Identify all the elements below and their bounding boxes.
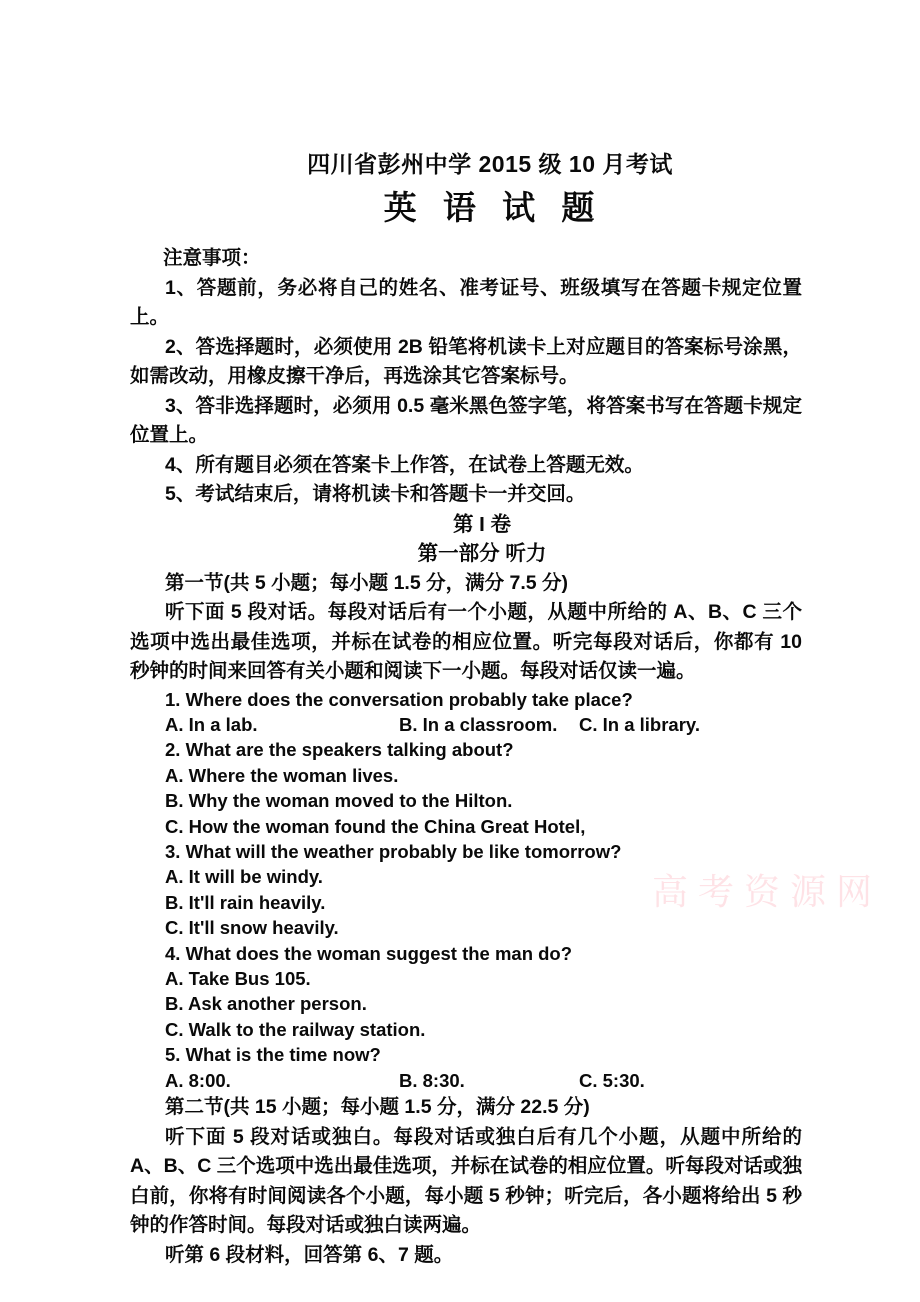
part-heading: 第一部分 听力 [417, 542, 547, 565]
section2-material-note: 听第 6 段材料，回答第 6、7 题。 [165, 1243, 454, 1266]
volume-heading: 第 I 卷 [452, 512, 512, 536]
question-1-text: 1. Where does the conversation probably take place? [165, 688, 633, 710]
exam-content [130, 148, 802, 1270]
question-3-option-a: A. It will be windy. [165, 866, 323, 888]
subject-title: 英 语 试 题 [383, 191, 597, 227]
question-2-option-a: A. Where the woman lives. [165, 764, 399, 786]
question-3-option-b: B. It'll rain heavily. [165, 891, 326, 913]
question-5-options-row [130, 1068, 802, 1093]
question-5-option-b: B. 8:30. [399, 1069, 465, 1091]
section2-heading: 第二节(共 15 小题；每小题 1.5 分，满分 22.5 分) [165, 1096, 590, 1118]
notice-header: 注意事项： [163, 247, 261, 269]
notice-item-1: 1、答题前，务必将自己的姓名、准考证号、班级填写在答题卡规定位置上。 [130, 276, 802, 328]
question-5-text: 5. What is the time now? [165, 1044, 381, 1066]
question-4-option-c: C. Walk to the railway station. [165, 1018, 426, 1040]
notice-item-3: 3、答非选择题时，必须用 0.5 毫米黑色签字笔，将答案书写在答题卡规定位置上。 [130, 394, 802, 446]
question-1-options-row [130, 712, 802, 737]
question-1-option-a: A. In a lab. [165, 713, 258, 735]
section2-instructions: 听下面 5 段对话或独白。每段对话或独白后有几个小题，从题中所给的 A、B、C 三个选项中选出最佳选项，并标在试卷的相应位置。听每段对话或独白前，你将有时间阅读各个小题，每小题 5 秒钟；听完后，各小题将给出 5 秒钟的作答时间。每段对话或独白读两遍。 [130, 1125, 802, 1236]
question-2 [130, 737, 802, 839]
question-4-option-a: A. Take Bus 105. [165, 967, 311, 989]
question-1 [130, 687, 802, 738]
question-5-option-c: C. 5:30. [579, 1069, 645, 1091]
section1-heading: 第一节(共 5 小题；每小题 1.5 分，满分 7.5 分) [165, 571, 569, 594]
question-5 [130, 1042, 802, 1093]
question-1-option-b: B. In a classroom. [399, 713, 558, 735]
notice-item-2: 2、答选择题时，必须使用 2B 铅笔将机读卡上对应题目的答案标号涂黑，如需改动，用橡皮擦干净后，再选涂其它答案标号。 [130, 335, 802, 387]
question-2-option-c: C. How the woman found the China Great Hotel, [165, 815, 586, 837]
notice-item-4: 4、所有题目必须在答案卡上作答，在试卷上答题无效。 [165, 453, 644, 476]
question-4-option-b: B. Ask another person. [165, 993, 367, 1015]
question-2-option-b: B. Why the woman moved to the Hilton. [165, 790, 513, 812]
question-3 [130, 839, 802, 941]
school-exam-title: 四川省彭州中学 2015 级 10 月考试 [307, 151, 673, 177]
question-5-option-a: A. 8:00. [165, 1069, 231, 1091]
question-4-text: 4. What does the woman suggest the man do? [165, 942, 573, 964]
question-1-option-c: C. In a library. [579, 713, 700, 735]
question-4 [130, 941, 802, 1043]
notice-item-5: 5、考试结束后，请将机读卡和答题卡一并交回。 [165, 483, 586, 505]
question-2-text: 2. What are the speakers talking about? [165, 739, 514, 761]
watermark: 高考资源网 [652, 871, 883, 912]
section1-instructions: 听下面 5 段对话。每段对话后有一个小题，从题中所给的 A、B、C 三个选项中选出最佳选项，并标在试卷的相应位置。听完每段对话后，你都有 10 秒钟的时间来回答有关小题和阅读下一小题。每段对话仅读一遍。 [130, 601, 802, 682]
question-3-option-c: C. It'll snow heavily. [165, 917, 339, 939]
question-3-text: 3. What will the weather probably be like tomorrow? [165, 840, 622, 862]
